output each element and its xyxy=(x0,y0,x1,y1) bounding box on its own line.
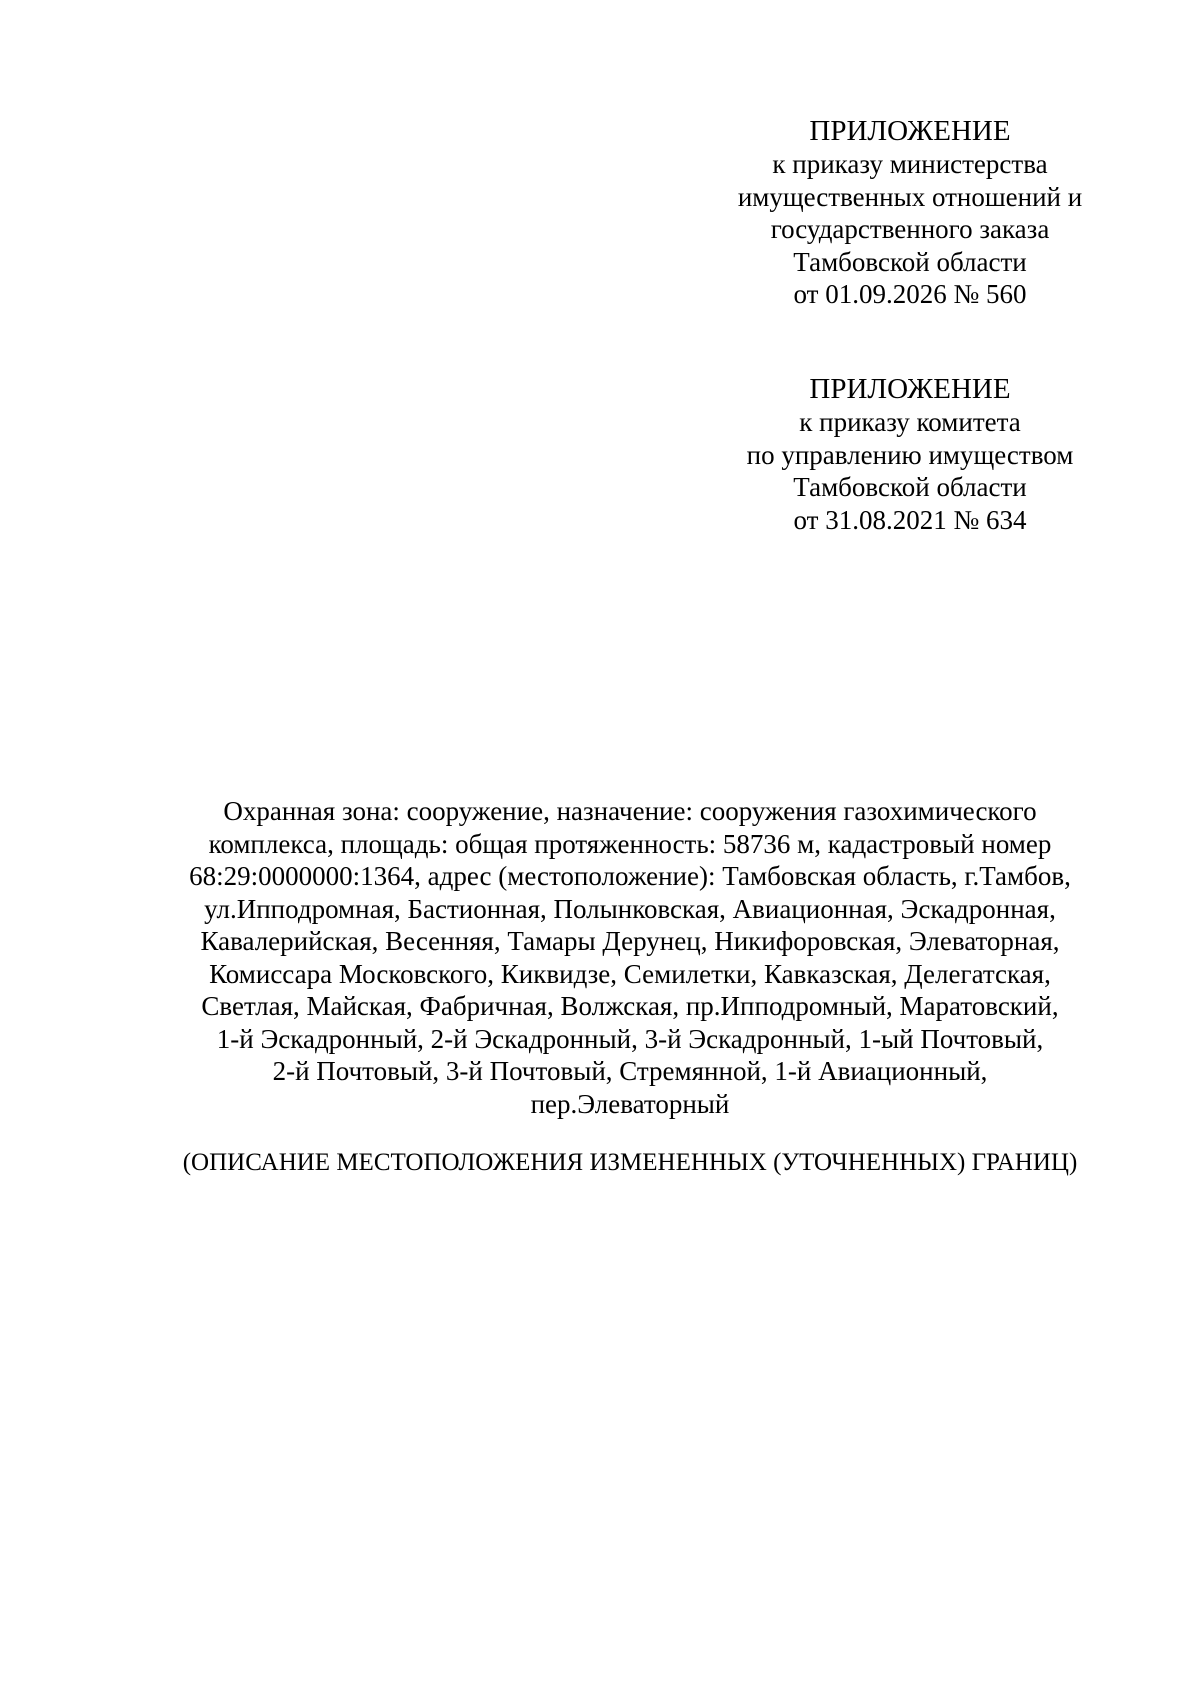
description-line: комплекса, площадь: общая протяженность: 58736 м, кадастровый номер xyxy=(208,828,1052,859)
description-line: 2-й Почтовый, 3-й Почтовый, Стремянной, 1-й Авиационный, xyxy=(272,1056,988,1086)
appendix-line: государственного заказа xyxy=(770,214,1050,244)
description-line: 1-й Эскадронный, 2-й Эскадронный, 3-й Эскадронный, 1-ый Почтовый, xyxy=(216,1023,1044,1054)
appendix-line: к приказу комитета xyxy=(799,407,1021,437)
appendix-heading: ПРИЛОЖЕНИЕ xyxy=(809,115,1011,147)
protection-zone-description xyxy=(150,795,1110,1120)
description-line: Комиссара Московского, Киквидзе, Семилетки, Кавказская, Делегатская, xyxy=(209,958,1051,989)
description-line: Кавалерийская, Весенняя, Тамары Дерунец, Никифоровская, Элеваторная, xyxy=(200,926,1060,956)
description-line: ул.Ипподромная, Бастионная, Полынковская, Авиационная, Эскадронная, xyxy=(204,893,1056,924)
appendix-block-committee xyxy=(700,372,1120,536)
appendix-line: Тамбовской области xyxy=(793,246,1027,277)
description-line: 68:29:0000000:1364, адрес (местоположение): Тамбовская область, г.Тамбов, xyxy=(189,861,1071,891)
appendix-heading: ПРИЛОЖЕНИЕ xyxy=(809,373,1011,405)
appendix-line: по управлению имуществом xyxy=(746,439,1074,470)
appendix-line: к приказу министерства xyxy=(772,149,1048,179)
section-subtitle: (ОПИСАНИЕ МЕСТОПОЛОЖЕНИЯ ИЗМЕНЕННЫХ (УТОЧНЕННЫХ) ГРАНИЦ) xyxy=(182,1149,1078,1176)
appendix-date-number: от 01.09.2026 № 560 xyxy=(793,279,1027,309)
description-line: Охранная зона: сооружение, назначение: сооружения газохимического xyxy=(223,796,1037,826)
appendix-line: Тамбовской области xyxy=(793,472,1027,502)
appendix-block-ministry xyxy=(700,114,1120,311)
description-line: Светлая, Майская, Фабричная, Волжская, пр.Ипподромный, Маратовский, xyxy=(201,991,1059,1021)
appendix-line: имущественных отношений и xyxy=(737,181,1083,212)
description-line: пер.Элеваторный xyxy=(530,1088,730,1119)
appendix-date-number: от 31.08.2021 № 634 xyxy=(793,504,1027,535)
